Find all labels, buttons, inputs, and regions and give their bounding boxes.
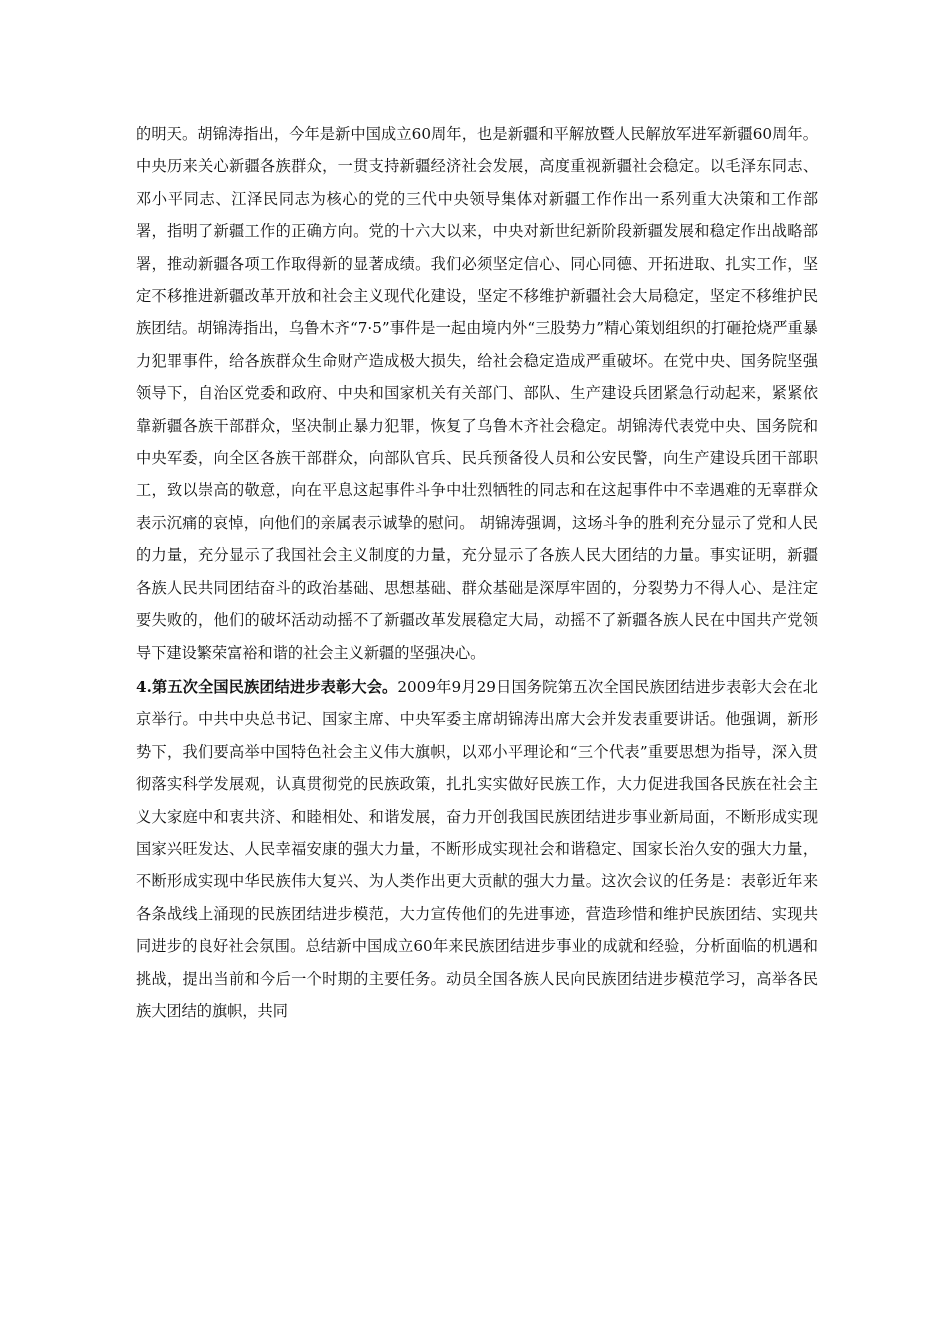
paragraph-xinjiang-speech (136, 118, 818, 669)
paragraph-national-unity-conference (136, 671, 818, 1027)
section-heading: 4.第五次全国民族团结进步表彰大会。 (136, 677, 398, 696)
paragraph-body-text: 2009年9月29日国务院第五次全国民族团结进步表彰大会在北京举行。中共中央总书记、国家主席、中央军委主席胡锦涛出席大会并发表重要讲话。他强调，新形势下，我们要高举中国特色社会主义伟大旗帜，以邓小平理论和“三个代表”重要思想为指导，深入贯彻落实科学发展观，认真贯彻党的民族政策，扎扎实实做好民族工作，大力促进我国各民族在社会主义大家庭中和衷共济、和睦相处、和谐发展，奋力开创我国民族团结进步事业新局面，不断形成实现国家兴旺发达、人民幸福安康的强大力量，不断形成实现社会和谐稳定、国家长治久安的强大力量，不断形成实现中华民族伟大复兴、为人类作出更大贡献的强大力量。这次会议的任务是：表彰近年来各条战线上涌现的民族团结进步模范，大力宣传他们的先进事迹，营造珍惜和维护民族团结、实现共同进步的良好社会氛围。总结新中国成立60年来民族团结进步事业的成就和经验，分析面临的机遇和挑战，提出当前和今后一个时期的主要任务。动员全国各族人民向民族团结进步模范学习，高举各民族大团结的旗帜，共同 (136, 677, 818, 1020)
paragraph-body-text: 的明天。胡锦涛指出，今年是新中国成立60周年，也是新疆和平解放暨人民解放军进军新疆60周年。中央历来关心新疆各族群众，一贯支持新疆经济社会发展，高度重视新疆社会稳定。以毛泽东同志、邓小平同志、江泽民同志为核心的党的三代中央领导集体对新疆工作作出一系列重大决策和工作部署，指明了新疆工作的正确方向。党的十六大以来，中央对新世纪新阶段新疆发展和稳定作出战略部署，推动新疆各项工作取得新的显著成绩。我们必须坚定信心、同心同德、开拓进取、扎实工作，坚定不移推进新疆改革开放和社会主义现代化建设，坚定不移维护新疆社会大局稳定，坚定不移维护民族团结。胡锦涛指出，乌鲁木齐“7·5”事件是一起由境内外“三股势力”精心策划组织的打砸抢烧严重暴力犯罪事件，给各族群众生命财产造成极大损失，给社会稳定造成严重破坏。在党中央、国务院坚强领导下，自治区党委和政府、中央和国家机关有关部门、部队、生产建设兵团紧急行动起来，紧紧依靠新疆各族干部群众，坚决制止暴力犯罪，恢复了乌鲁木齐社会稳定。胡锦涛代表党中央、国务院和中央军委，向全区各族干部群众，向部队官兵、民兵预备役人员和公安民警，向生产建设兵团干部职工，致以崇高的敬意，向在平息这起事件斗争中壮烈牺牲的同志和在这起事件中不幸遇难的无辜群众表示沉痛的哀悼，向他们的亲属表示诚挚的慰问。 胡锦涛强调，这场斗争的胜利充分显示了党和人民的力量，充分显示了我国社会主义制度的力量，充分显示了各族人民大团结的力量。事实证明，新疆各族人民共同团结奋斗的政治基础、思想基础、群众基础是深厚牢固的，分裂势力不得人心、是注定要失败的，他们的破坏活动动摇不了新疆改革发展稳定大局，动摇不了新疆各族人民在中国共产党领导下建设繁荣富裕和谐的社会主义新疆的坚强决心。 (136, 125, 818, 662)
document-page (136, 118, 818, 1027)
